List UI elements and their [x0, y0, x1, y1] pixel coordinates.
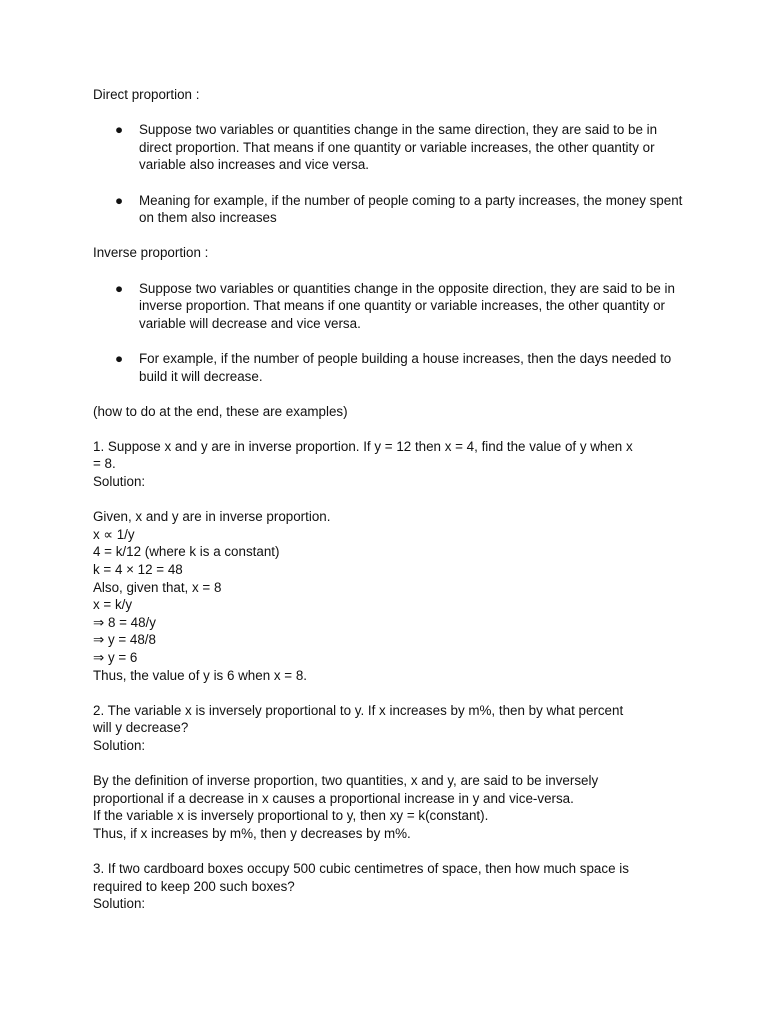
list-item	[93, 350, 683, 385]
question-1-text-line2: = 8.	[93, 456, 116, 472]
solution-step: k = 4 × 12 = 48	[93, 562, 183, 578]
document-page	[93, 86, 683, 913]
question-1-text-line1: 1. Suppose x and y are in inverse proportion. If y = 12 then x = 4, find the value of y when x	[93, 438, 633, 454]
solution-step: Given, x and y are in inverse proportion.	[93, 509, 331, 525]
list-item	[93, 121, 683, 174]
bullet-icon: ●	[115, 122, 124, 138]
question-1-solution-label: Solution:	[93, 474, 146, 490]
solution-step: If the variable x is inversely proportional to y, then xy = k(constant).	[93, 808, 489, 824]
question-2	[93, 702, 683, 843]
bullet-icon: ●	[115, 280, 124, 296]
solution-step: Also, given that, x = 8	[93, 579, 222, 595]
question-3-solution-label: Solution:	[93, 896, 146, 912]
question-2-solution-label: Solution:	[93, 737, 146, 753]
list-item	[93, 280, 683, 333]
examples-note: (how to do at the end, these are examples)	[93, 403, 348, 419]
bullet-icon: ●	[115, 192, 124, 208]
solution-step: By the definition of inverse proportion, two quantities, x and y, are said to be inversely	[93, 773, 599, 789]
bullet-text: Suppose two variables or quantities change in the same direction, they are said to be in direct proportion. That means if one quantity or variable increases, the other quantity or variable also increases and vice versa.	[139, 122, 658, 173]
solution-step: 4 = k/12 (where k is a constant)	[93, 544, 280, 560]
bullet-text: Meaning for example, if the number of people coming to a party increases, the money spent on them also increases	[139, 192, 683, 226]
solution-step: x ∝ 1/y	[93, 526, 135, 542]
solution-step: Thus, the value of y is 6 when x = 8.	[93, 667, 307, 683]
solution-step: ⇒ y = 48/8	[93, 632, 156, 648]
question-3	[93, 860, 683, 913]
question-3-text-line2: required to keep 200 such boxes?	[93, 878, 295, 894]
question-2-text-line1: 2. The variable x is inversely proportional to y. If x increases by m%, then by what percent	[93, 702, 624, 718]
question-3-text-line1: 3. If two cardboard boxes occupy 500 cubic centimetres of space, then how much space is	[93, 861, 629, 877]
solution-step: ⇒ y = 6	[93, 650, 138, 665]
direct-proportion-list	[93, 121, 683, 227]
inverse-proportion-list	[93, 280, 683, 386]
bullet-icon: ●	[115, 350, 124, 366]
bullet-text: Suppose two variables or quantities change in the opposite direction, they are said to be in inverse proportion. That means if one quantity or variable increases, the other quantity or variable will decrease and vice versa.	[139, 280, 675, 331]
solution-step: ⇒ 8 = 48/y	[93, 614, 156, 630]
solution-step: proportional if a decrease in x causes a proportional increase in y and vice-versa.	[93, 790, 574, 806]
direct-proportion-heading: Direct proportion :	[93, 87, 200, 102]
bullet-text: For example, if the number of people building a house increases, then the days needed to build it will decrease.	[139, 350, 672, 384]
solution-step: x = k/y	[93, 597, 133, 613]
question-1	[93, 438, 683, 684]
question-2-text-line2: will y decrease?	[93, 720, 189, 736]
inverse-proportion-heading: Inverse proportion :	[93, 245, 209, 261]
list-item	[93, 192, 683, 227]
solution-step: Thus, if x increases by m%, then y decreases by m%.	[93, 825, 411, 841]
